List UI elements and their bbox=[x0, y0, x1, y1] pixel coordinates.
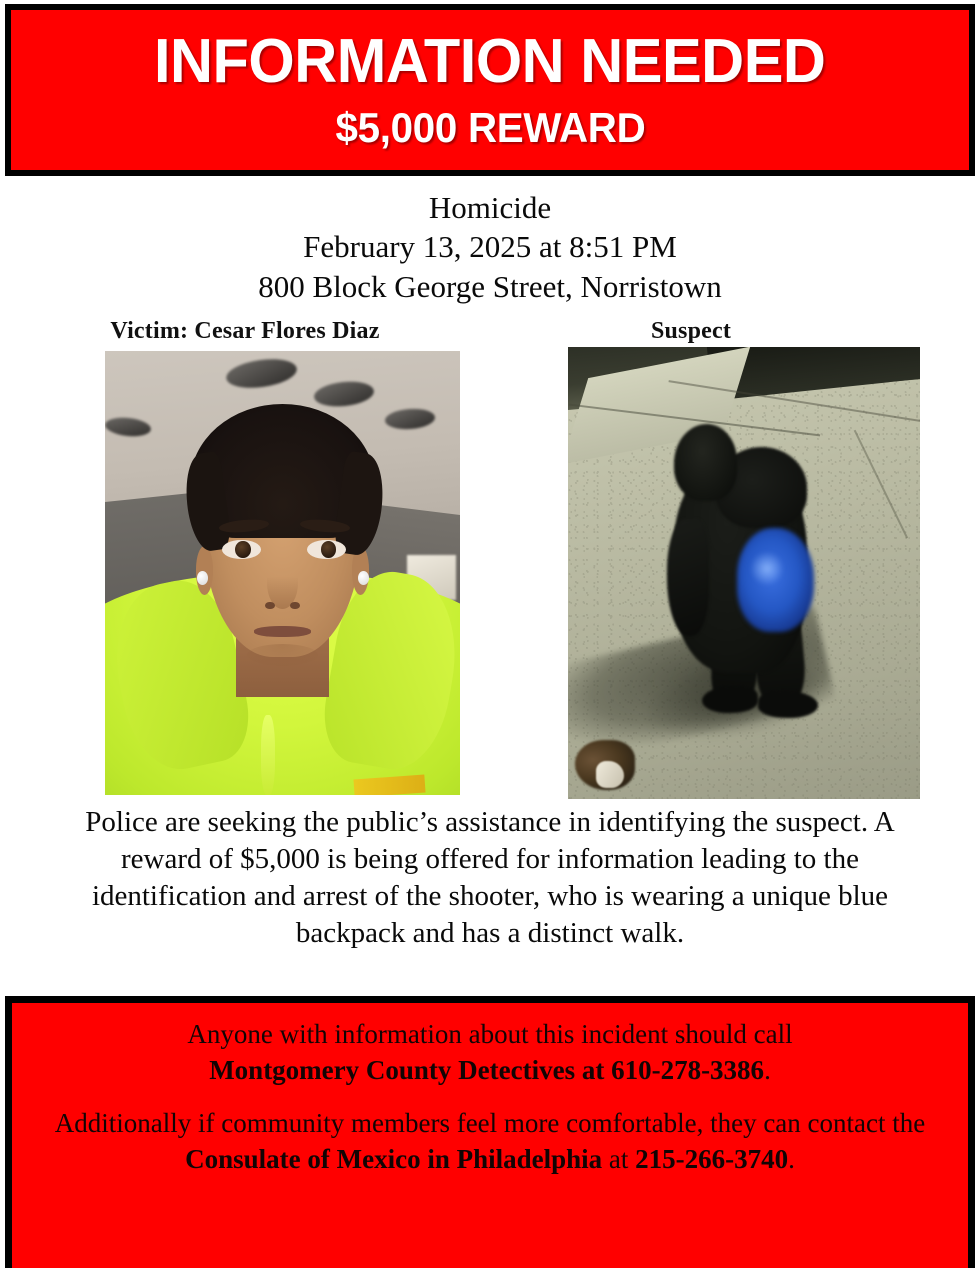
victim-mouth bbox=[254, 626, 311, 637]
reward-amount: $5,000 REWARD bbox=[335, 104, 645, 151]
footer-consulate-name: Consulate of Mexico in Philadelphia bbox=[185, 1143, 603, 1174]
incident-datetime: February 13, 2025 at 8:51 PM bbox=[303, 229, 677, 265]
footer-line2-prefix: Additionally if community members feel more comfortable, they can contact the bbox=[54, 1107, 926, 1138]
victim-label: Victim: Cesar Flores Diaz bbox=[110, 318, 380, 345]
header-banner bbox=[5, 4, 975, 176]
incident-details bbox=[0, 188, 980, 306]
victim-earring-left bbox=[197, 571, 208, 585]
victim-label-cell bbox=[0, 318, 470, 345]
footer-consulate-phone[interactable]: 215-266-3740 bbox=[635, 1143, 789, 1174]
incident-location: 800 Block George Street, Norristown bbox=[258, 268, 722, 304]
suspect-arm bbox=[667, 519, 709, 637]
photos-row bbox=[0, 345, 980, 800]
page-title: INFORMATION NEEDED bbox=[154, 27, 826, 96]
incident-crime-type: Homicide bbox=[428, 190, 552, 225]
suspect-photo-scene bbox=[568, 347, 920, 799]
pupil bbox=[235, 541, 251, 558]
victim-nostril-left bbox=[265, 602, 274, 609]
victim-photo bbox=[105, 351, 460, 795]
victim-photo-scene bbox=[105, 351, 460, 795]
photo-labels-row bbox=[0, 318, 980, 345]
footer-line2-middle: at bbox=[602, 1143, 636, 1174]
footer-line2-suffix: . bbox=[788, 1143, 795, 1174]
suspect-label: Suspect bbox=[650, 318, 732, 345]
body-paragraph: Police are seeking the public’s assistance in identifying the suspect. A reward of $5,000 is being offered for information leading to the identification and arrest of the shooter, who is wearing a unique blue backpack and has a distinct walk. bbox=[85, 806, 895, 949]
suspect-photo bbox=[568, 347, 920, 799]
victim-nose bbox=[267, 555, 299, 608]
victim-nostril-right bbox=[290, 602, 299, 609]
footer-line1-suffix: . bbox=[764, 1054, 771, 1085]
blue-backpack-highlight bbox=[751, 550, 783, 586]
body-paragraph-container bbox=[0, 804, 980, 951]
suspect-label-cell bbox=[470, 318, 980, 345]
hoodie-drawstring bbox=[261, 715, 275, 795]
footer-detectives-contact[interactable]: Montgomery County Detectives at 610-278-3386 bbox=[209, 1054, 765, 1085]
footer-banner bbox=[5, 996, 975, 1268]
footer-detectives-block bbox=[163, 1017, 816, 1089]
pupil bbox=[321, 541, 337, 558]
suspect-hood bbox=[674, 424, 737, 501]
hoodie-stripe bbox=[353, 775, 425, 795]
footer-consulate-block bbox=[12, 1106, 968, 1178]
victim-earring-right bbox=[358, 571, 369, 585]
footer-line1-prefix: Anyone with information about this incident should call bbox=[187, 1019, 793, 1049]
